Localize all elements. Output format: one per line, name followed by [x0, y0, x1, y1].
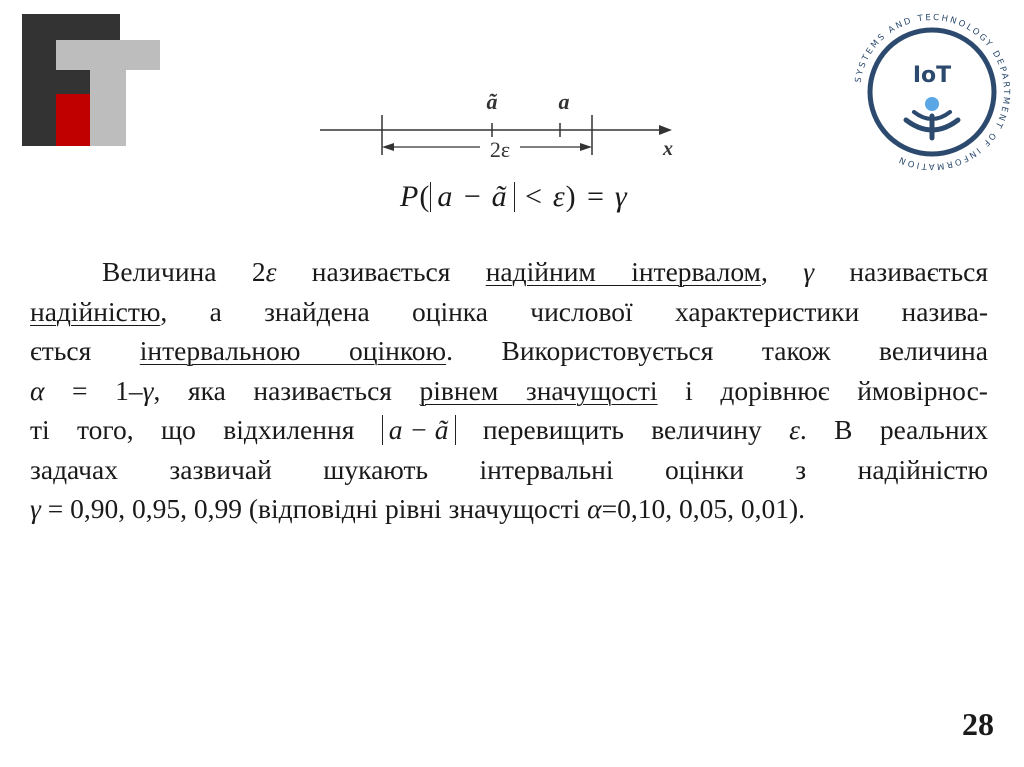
term-reliability: надійністю — [30, 295, 161, 327]
term-significance-level: рівнем значущості — [419, 374, 658, 406]
body-paragraph — [30, 252, 988, 529]
paragraph-line-6: задачах зазвичай шукають інтервальні оцінки з надійністю — [30, 453, 988, 485]
page-number: 28 — [962, 706, 994, 742]
formula-p: P — [400, 180, 420, 213]
deviation-abs: a − ã — [382, 415, 456, 445]
ft-logo — [20, 14, 160, 149]
term-interval-estimate: інтервальною оцінкою — [139, 335, 447, 366]
paragraph-line-1: Величина 2ε називається надійним інтервалом, γ називається — [102, 256, 988, 287]
term-confidence-interval: надійним інтервалом — [485, 256, 761, 287]
formula-abs: a − ã — [430, 182, 514, 212]
iot-dot-icon — [925, 97, 939, 111]
label-a-tilde: ã — [486, 89, 498, 114]
paragraph-line-2: надійністю, а знайдена оцінка числової характеристики назива- — [30, 295, 988, 327]
paragraph-line-3: ється інтервальною оцінкою. Використовується також величина — [30, 335, 988, 366]
iot-ring-text: SYSTEMS AND TECHNOLOGY DEPARTMENT OF INFORMATION — [853, 12, 1012, 172]
formula-tail: < ε — [523, 180, 566, 213]
label-a: a — [558, 89, 570, 114]
confidence-interval-diagram — [310, 85, 690, 175]
probability-formula: P( a − ã < ε) = γ — [400, 180, 628, 213]
iot-text: IoT — [912, 63, 952, 88]
label-2eps: 2ε — [489, 137, 511, 162]
paragraph-line-5: ті того, що відхилення a − ã перевищить величину ε. В реальних — [30, 414, 989, 445]
label-x-axis: x — [663, 138, 673, 160]
iot-department-logo — [848, 8, 1016, 176]
paragraph-line-7: γ = 0,90, 0,95, 0,99 (відповідні рівні значущості α=0,10, 0,05, 0,01). — [30, 493, 806, 524]
paragraph-line-4: α = 1–γ, яка називається рівнем значущості і дорівнює ймовірнос- — [30, 374, 988, 406]
formula-rhs: = γ — [585, 180, 628, 213]
